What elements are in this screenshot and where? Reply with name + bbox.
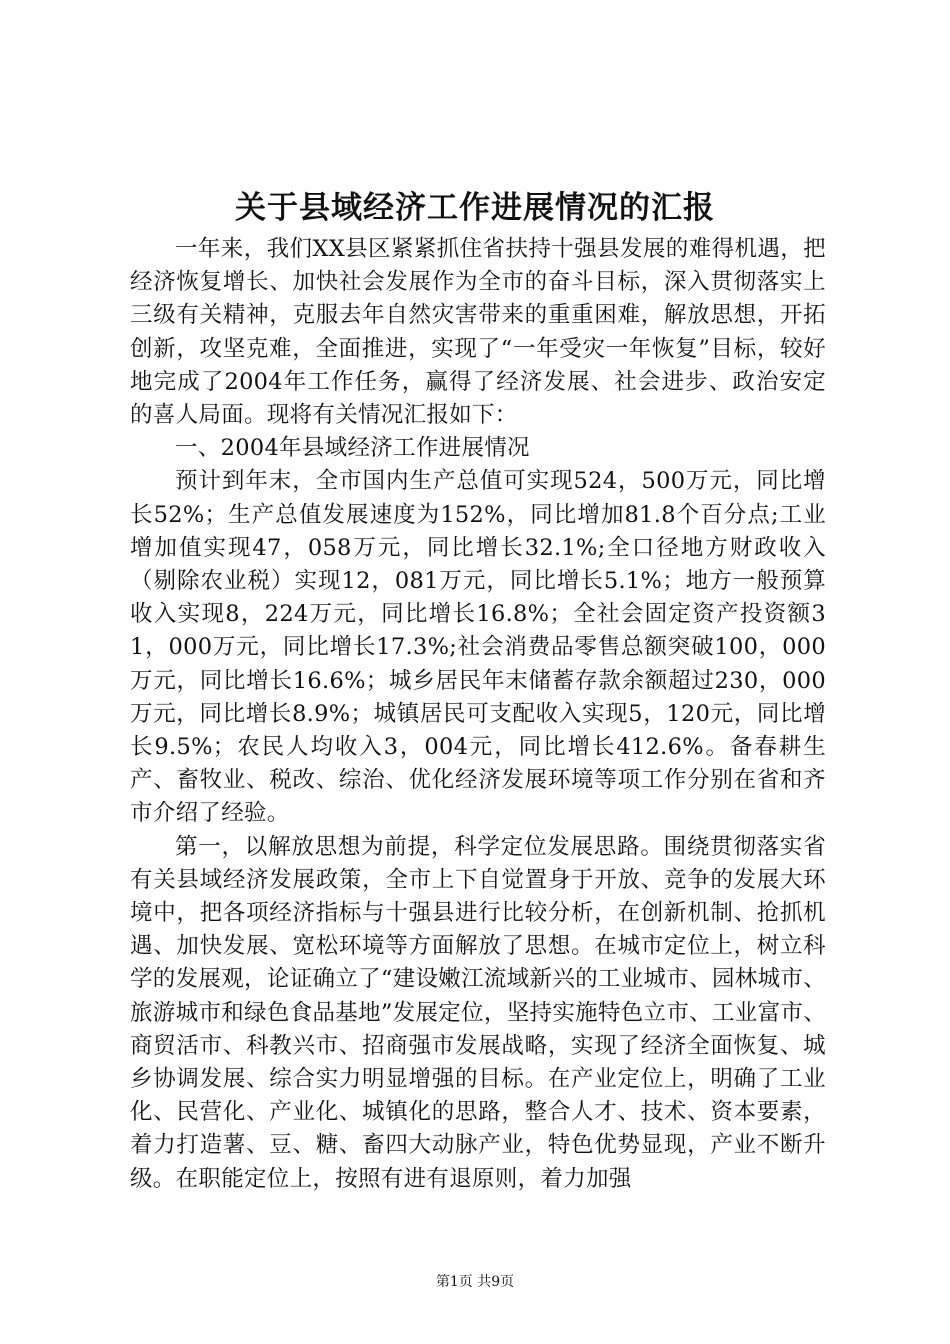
document-title: 关于县域经济工作进展情况的汇报 bbox=[235, 190, 715, 226]
paragraph-first-point: 第一，以解放思想为前提，科学定位发展思路。围绕贯彻落实省有关县域经济发展政策，全市上下自觉置身于开放、竞争的发展大环境中，把各项经济指标与十强县进行比较分析，在创新机制、抢抓机遇、加快发展、宽松环境等方面解放了思想。在城市定位上，树立科学的发展观，论证确立了“建设嫩江流域新兴的工业城市、园林城市、旅游城市和绿色食品基地”发展定位，坚持实施特色立市、工业富市、商贸活市、科教兴市、招商强市发展战略，实现了经济全面恢复、城乡协调发展、综合实力明显增强的目标。在产业定位上，明确了工业化、民营化、产业化、城镇化的思路，整合人才、技术、资本要素，着力打造薯、豆、糖、畜四大动脉产业，特色优势显现，产业不断升级。在职能定位上，按照有进有退原则，着力加强 bbox=[130, 833, 826, 1192]
page-footer: 第1页 共9页 bbox=[435, 1274, 515, 1290]
document-body bbox=[130, 233, 826, 1196]
paragraph-intro: 一年来，我们XX县区紧紧抓住省扶持十强县发展的难得机遇，把经济恢复增长、加快社会发展作为全市的奋斗目标，深入贯彻落实上三级有关精神，克服去年自然灾害带来的重重困难，解放思想，开拓创新，攻坚克难，全面推进，实现了“一年受灾一年恢复”目标，较好地完成了2004年工作任务，赢得了经济发展、社会进步、政治安定的喜人局面。现将有关情况汇报如下： bbox=[130, 236, 826, 429]
paragraph-statistics: 预计到年末，全市国内生产总值可实现524，500万元，同比增长52%；生产总值发展速度为152%，同比增加81.8个百分点;工业增加值实现47，058万元，同比增长32.1%;全口径地方财政收入（剔除农业税）实现12，081万元，同比增长5.1%；地方一般预算收入实现8，224万元，同比增长16.8%；全社会固定资产投资额31，000万元，同比增长17.3%;社会消费品零售总额突破100，000万元，同比增长16.6%；城乡居民年末储蓄存款余额超过230，000万元，同比增长8.9%；城镇居民可支配收入实现5，120元，同比增长9.5%；农民人均收入3，004元，同比增长412.6%。备春耕生产、畜牧业、税改、综治、优化经济发展环境等项工作分别在省和齐市介绍了经验。 bbox=[130, 468, 826, 827]
section-heading: 一、2004年县域经济工作进展情况 bbox=[175, 435, 530, 462]
